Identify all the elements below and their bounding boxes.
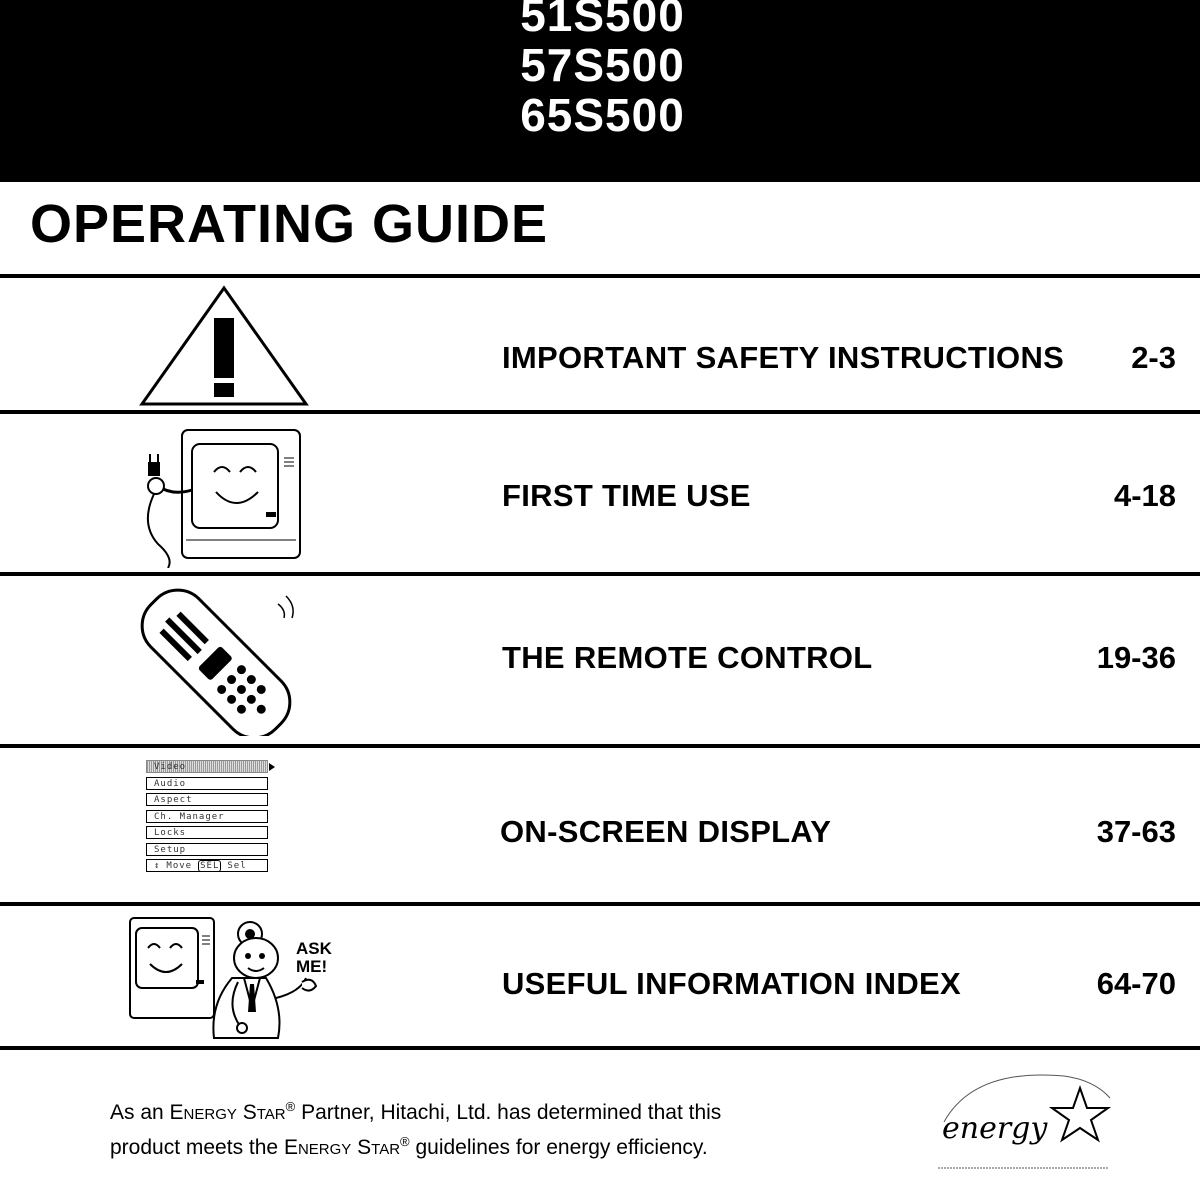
osd-menu-item: Locks [146, 826, 268, 839]
section-pages: 64-70 [1096, 966, 1176, 1001]
toc-entry-safety[interactable] [0, 278, 1200, 410]
osd-menu-item: Setup [146, 843, 268, 856]
triangle-right-icon [269, 763, 275, 771]
section-pages: 37-63 [1096, 814, 1176, 849]
ask-me-text: ASK [296, 939, 332, 958]
toc-entry-remote-control[interactable] [0, 576, 1200, 744]
energy-logo-text: energy [942, 1111, 1048, 1146]
energy-star-logo [930, 1062, 1112, 1174]
divider [0, 1046, 1200, 1050]
section-title: FIRST TIME USE [502, 478, 751, 513]
model-number: 51S500 [520, 0, 685, 41]
osd-menu-item: Video [146, 760, 268, 773]
osd-menu-icon [146, 760, 276, 876]
section-pages: 2-3 [1131, 340, 1176, 375]
energy-star-statement: As an Energy Star® Partner, Hitachi, Ltd. has determined that this product meets the Energy Star® guidelines for energy efficiency. [110, 1099, 722, 1159]
osd-menu-footer: ↕ Move SEL Sel [146, 859, 268, 872]
toc-entry-first-time-use[interactable] [0, 414, 1200, 572]
remote-control-icon [140, 582, 308, 736]
tv-plug-icon [136, 428, 308, 568]
section-title: ON-SCREEN DISPLAY [500, 814, 832, 849]
section-title: USEFUL INFORMATION INDEX [502, 966, 962, 1001]
model-number: 57S500 [520, 39, 685, 91]
model-number: 65S500 [520, 89, 685, 141]
tv-doctor-icon [126, 912, 336, 1046]
section-pages: 19-36 [1096, 640, 1176, 675]
page-title: OPERATING GUIDE [30, 194, 549, 254]
toc-entry-useful-information[interactable] [0, 906, 1200, 1046]
section-pages: 4-18 [1113, 478, 1176, 513]
ask-me-text: ME! [296, 957, 328, 976]
osd-menu-item: Ch. Manager [146, 810, 268, 823]
osd-menu-item: Audio [146, 777, 268, 790]
warning-triangle-icon [138, 284, 310, 408]
osd-menu-item: Aspect [146, 793, 268, 806]
move-arrows-icon: ↕ [154, 861, 161, 871]
header-band [0, 0, 1200, 182]
section-title: IMPORTANT SAFETY INSTRUCTIONS [502, 340, 1065, 375]
section-title: THE REMOTE CONTROL [502, 640, 873, 675]
